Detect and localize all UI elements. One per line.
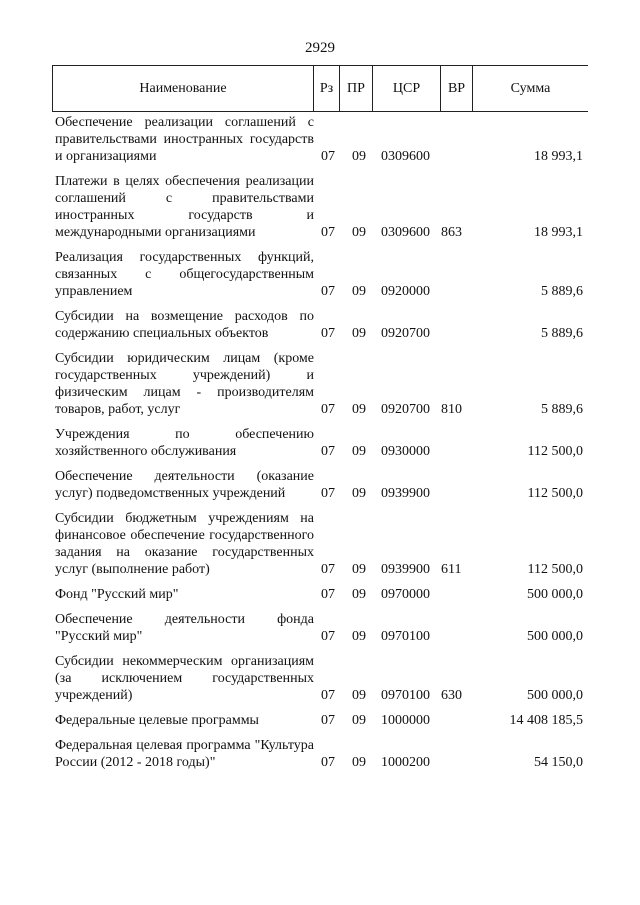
row-csr: 1000000 bbox=[381, 713, 430, 728]
row-sum: 500 000,0 bbox=[527, 688, 583, 703]
row-name: Обеспечение деятельности (оказание услуг) подведомственных учреждений bbox=[55, 469, 314, 501]
table-row bbox=[55, 510, 595, 578]
row-pr: 09 bbox=[352, 444, 366, 459]
table-row bbox=[55, 468, 595, 502]
row-sum: 18 993,1 bbox=[534, 149, 583, 164]
row-sum: 112 500,0 bbox=[527, 486, 583, 501]
row-name: Субсидии на возмещение расходов по содержанию специальных объектов bbox=[55, 309, 314, 341]
row-name: Фонд "Русский мир" bbox=[55, 587, 179, 602]
row-csr: 0939900 bbox=[381, 562, 430, 577]
row-pr: 09 bbox=[352, 713, 366, 728]
row-name: Субсидии некоммерческим организациям (за исключением государственных учреждений) bbox=[55, 654, 314, 703]
row-sum: 112 500,0 bbox=[527, 562, 583, 577]
row-sum: 18 993,1 bbox=[534, 225, 583, 240]
row-csr: 0970000 bbox=[381, 587, 430, 602]
row-rz: 07 bbox=[321, 486, 335, 501]
table-row bbox=[55, 308, 595, 342]
row-csr: 0970100 bbox=[381, 629, 430, 644]
row-name: Субсидии юридическим лицам (кроме государственных учреждений) и физическим лицам - производителям товаров, работ, услуг bbox=[55, 351, 314, 417]
row-csr: 1000200 bbox=[381, 755, 430, 770]
table-row bbox=[55, 712, 595, 729]
row-vr: 611 bbox=[441, 562, 462, 577]
row-name: Федеральная целевая программа "Культура России (2012 - 2018 годы)" bbox=[55, 738, 314, 770]
row-name: Реализация государственных функций, связанных с общегосударственным управлением bbox=[55, 250, 314, 299]
row-vr: 863 bbox=[441, 225, 462, 240]
page-number: 2929 bbox=[305, 40, 335, 56]
row-name: Обеспечение реализации соглашений с правительствами иностранных государств и организациями bbox=[55, 115, 314, 164]
row-pr: 09 bbox=[352, 755, 366, 770]
row-sum: 500 000,0 bbox=[527, 629, 583, 644]
row-rz: 07 bbox=[321, 149, 335, 164]
row-vr: 630 bbox=[441, 688, 462, 703]
row-rz: 07 bbox=[321, 713, 335, 728]
table-header bbox=[52, 65, 588, 112]
row-csr: 0920700 bbox=[381, 402, 430, 417]
header-rz: Рз bbox=[314, 66, 340, 111]
row-rz: 07 bbox=[321, 562, 335, 577]
row-csr: 0920700 bbox=[381, 326, 430, 341]
row-vr: 810 bbox=[441, 402, 462, 417]
row-sum: 112 500,0 bbox=[527, 444, 583, 459]
row-pr: 09 bbox=[352, 225, 366, 240]
row-rz: 07 bbox=[321, 755, 335, 770]
row-sum: 5 889,6 bbox=[541, 326, 583, 341]
row-sum: 5 889,6 bbox=[541, 402, 583, 417]
row-sum: 54 150,0 bbox=[534, 755, 583, 770]
header-pr: ПР bbox=[340, 66, 373, 111]
table-row bbox=[55, 350, 595, 418]
row-name: Учреждения по обеспечению хозяйственного обслуживания bbox=[55, 427, 314, 459]
table-row bbox=[55, 611, 595, 645]
row-rz: 07 bbox=[321, 587, 335, 602]
row-name: Обеспечение деятельности фонда "Русский мир" bbox=[55, 612, 314, 644]
row-pr: 09 bbox=[352, 326, 366, 341]
row-csr: 0309600 bbox=[381, 225, 430, 240]
table-row bbox=[55, 114, 595, 165]
row-sum: 14 408 185,5 bbox=[509, 713, 583, 728]
row-name: Федеральные целевые программы bbox=[55, 713, 259, 728]
row-sum: 500 000,0 bbox=[527, 587, 583, 602]
row-rz: 07 bbox=[321, 629, 335, 644]
row-pr: 09 bbox=[352, 486, 366, 501]
table-row bbox=[55, 653, 595, 704]
row-csr: 0920000 bbox=[381, 284, 430, 299]
table-body bbox=[55, 114, 595, 779]
row-rz: 07 bbox=[321, 402, 335, 417]
row-name: Субсидии бюджетным учреждениям на финансовое обеспечение государственного задания на оказание государственных услуг (выполнение работ) bbox=[55, 511, 314, 577]
row-pr: 09 bbox=[352, 284, 366, 299]
row-name: Платежи в целях обеспечения реализации соглашений с правительствами иностранных государств и международными организациями bbox=[55, 174, 314, 240]
header-name: Наименование bbox=[53, 66, 314, 111]
row-csr: 0970100 bbox=[381, 688, 430, 703]
row-rz: 07 bbox=[321, 225, 335, 240]
row-rz: 07 bbox=[321, 444, 335, 459]
row-pr: 09 bbox=[352, 587, 366, 602]
header-sum: Сумма bbox=[510, 81, 551, 96]
row-rz: 07 bbox=[321, 688, 335, 703]
row-pr: 09 bbox=[352, 688, 366, 703]
row-rz: 07 bbox=[321, 284, 335, 299]
row-csr: 0939900 bbox=[381, 486, 430, 501]
table-row bbox=[55, 586, 595, 603]
row-pr: 09 bbox=[352, 149, 366, 164]
row-csr: 0930000 bbox=[381, 444, 430, 459]
row-pr: 09 bbox=[352, 629, 366, 644]
row-csr: 0309600 bbox=[381, 149, 430, 164]
table-row bbox=[55, 426, 595, 460]
table-row bbox=[55, 249, 595, 300]
table-row bbox=[55, 173, 595, 241]
row-rz: 07 bbox=[321, 326, 335, 341]
header-csr: ЦСР bbox=[373, 66, 441, 111]
row-sum: 5 889,6 bbox=[541, 284, 583, 299]
row-pr: 09 bbox=[352, 562, 366, 577]
header-vr: ВР bbox=[441, 66, 473, 111]
row-pr: 09 bbox=[352, 402, 366, 417]
table-row bbox=[55, 737, 595, 771]
